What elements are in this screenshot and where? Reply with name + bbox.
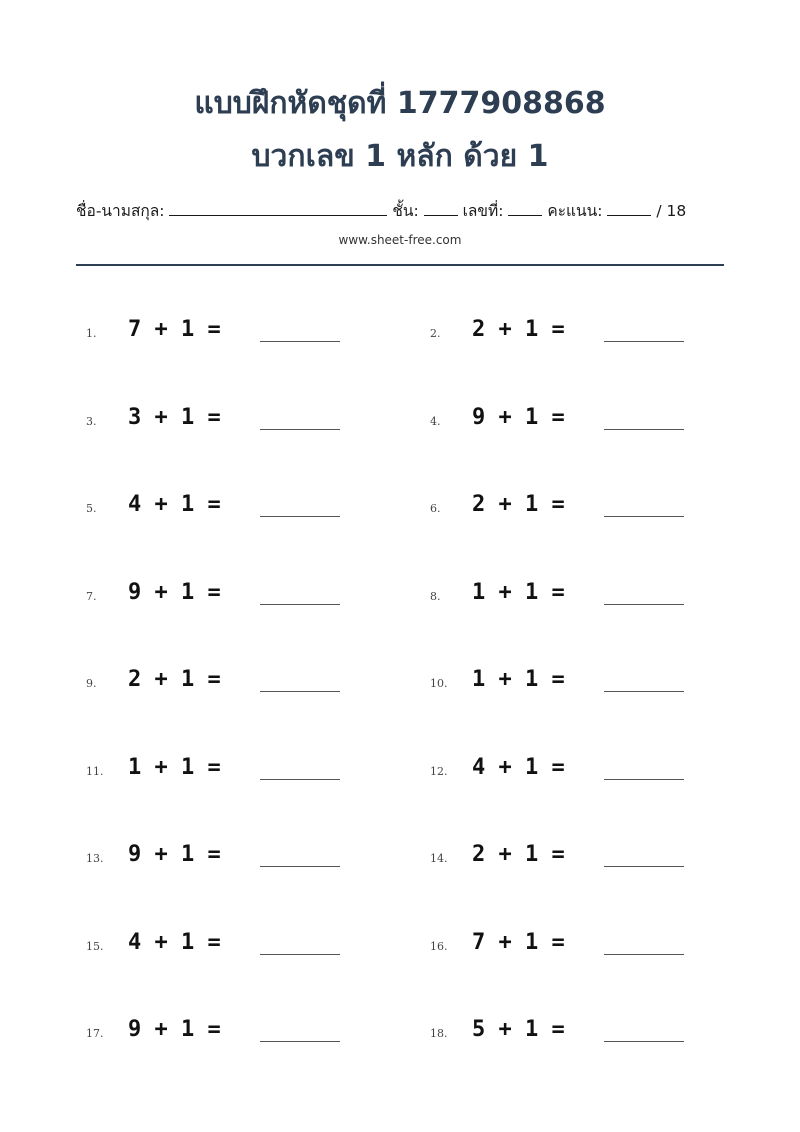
problem-number: 16. [430, 939, 448, 953]
score-total: / 18 [656, 202, 687, 220]
number-field[interactable] [508, 199, 542, 216]
answer-line[interactable] [604, 779, 684, 780]
problem-expression: 9 + 1 = [128, 579, 221, 605]
answer-line[interactable] [260, 1041, 340, 1042]
class-label: ชั้น: [392, 202, 419, 220]
problem-item [430, 573, 750, 613]
student-info-row [76, 198, 724, 224]
answer-line[interactable] [260, 779, 340, 780]
problem-expression: 2 + 1 = [472, 317, 565, 342]
problem-expression: 2 + 1 = [472, 492, 565, 517]
problem-number: 15. [86, 939, 104, 953]
problem-expression: 5 + 1 = [472, 1017, 565, 1042]
problem-item [86, 310, 406, 350]
problem-number: 11. [86, 764, 104, 778]
answer-line[interactable] [604, 429, 684, 430]
class-field[interactable] [424, 199, 458, 216]
problem-item [86, 573, 406, 613]
problem-item [430, 923, 750, 963]
problem-item [430, 660, 750, 700]
problem-number: 17. [86, 1027, 104, 1040]
problem-expression: 9 + 1 = [472, 404, 565, 430]
problem-number: 3. [86, 414, 97, 428]
answer-line[interactable] [604, 341, 684, 342]
problem-item [86, 398, 406, 438]
answer-line[interactable] [604, 516, 684, 517]
problem-number: 7. [86, 589, 97, 603]
answer-line[interactable] [604, 954, 684, 955]
answer-line[interactable] [260, 691, 340, 692]
problem-item [86, 748, 406, 788]
answer-line[interactable] [260, 429, 340, 430]
problem-number: 10. [430, 677, 448, 690]
answer-line[interactable] [604, 691, 684, 692]
score-label: คะแนน: [547, 202, 603, 220]
problem-expression: 3 + 1 = [128, 404, 221, 430]
website-url: www.sheet-free.com [338, 233, 462, 247]
answer-line[interactable] [260, 604, 340, 605]
problem-item [86, 835, 406, 875]
problem-item [86, 660, 406, 700]
problem-number: 6. [430, 502, 441, 515]
problem-item [430, 310, 750, 350]
answer-line[interactable] [260, 341, 340, 342]
problem-number: 18. [430, 1027, 448, 1040]
number-label: เลขที่: [462, 202, 504, 220]
worksheet-subtitle: บวกเลข 1 หลัก ด้วย 1 [251, 139, 549, 174]
problem-item [430, 485, 750, 525]
problem-expression: 9 + 1 = [128, 842, 221, 867]
problem-item [430, 1010, 750, 1050]
problem-item [430, 748, 750, 788]
answer-line[interactable] [604, 1041, 684, 1042]
name-field[interactable] [169, 199, 387, 216]
answer-line[interactable] [260, 516, 340, 517]
answer-line[interactable] [260, 866, 340, 867]
problem-expression: 2 + 1 = [472, 842, 565, 867]
problem-item [430, 835, 750, 875]
problem-expression: 2 + 1 = [128, 667, 221, 692]
problem-number: 14. [430, 852, 448, 865]
answer-line[interactable] [604, 866, 684, 867]
problem-item [86, 1010, 406, 1050]
problem-number: 4. [430, 414, 441, 428]
problem-number: 13. [86, 852, 104, 865]
problem-expression: 4 + 1 = [472, 754, 565, 780]
problem-number: 1. [86, 327, 97, 340]
answer-line[interactable] [604, 604, 684, 605]
problem-item [430, 398, 750, 438]
worksheet-title: แบบฝึกหัดชุดที่ 1777908868 [194, 86, 606, 121]
problem-expression: 1 + 1 = [472, 667, 565, 692]
answer-line[interactable] [260, 954, 340, 955]
problem-number: 9. [86, 677, 97, 690]
problem-number: 2. [430, 327, 441, 340]
problem-item [86, 485, 406, 525]
problem-number: 12. [430, 764, 448, 778]
problem-expression: 4 + 1 = [128, 492, 221, 517]
problem-number: 8. [430, 589, 441, 603]
score-field[interactable] [607, 199, 651, 216]
problem-expression: 7 + 1 = [472, 929, 565, 955]
problem-expression: 1 + 1 = [472, 579, 565, 605]
name-label: ชื่อ-นามสกุล: [76, 202, 165, 220]
problem-item [86, 923, 406, 963]
problem-expression: 4 + 1 = [128, 929, 221, 955]
header-divider [76, 264, 724, 266]
problem-expression: 7 + 1 = [128, 317, 221, 342]
problem-number: 5. [86, 502, 97, 515]
problem-expression: 1 + 1 = [128, 754, 221, 780]
problem-expression: 9 + 1 = [128, 1017, 221, 1042]
